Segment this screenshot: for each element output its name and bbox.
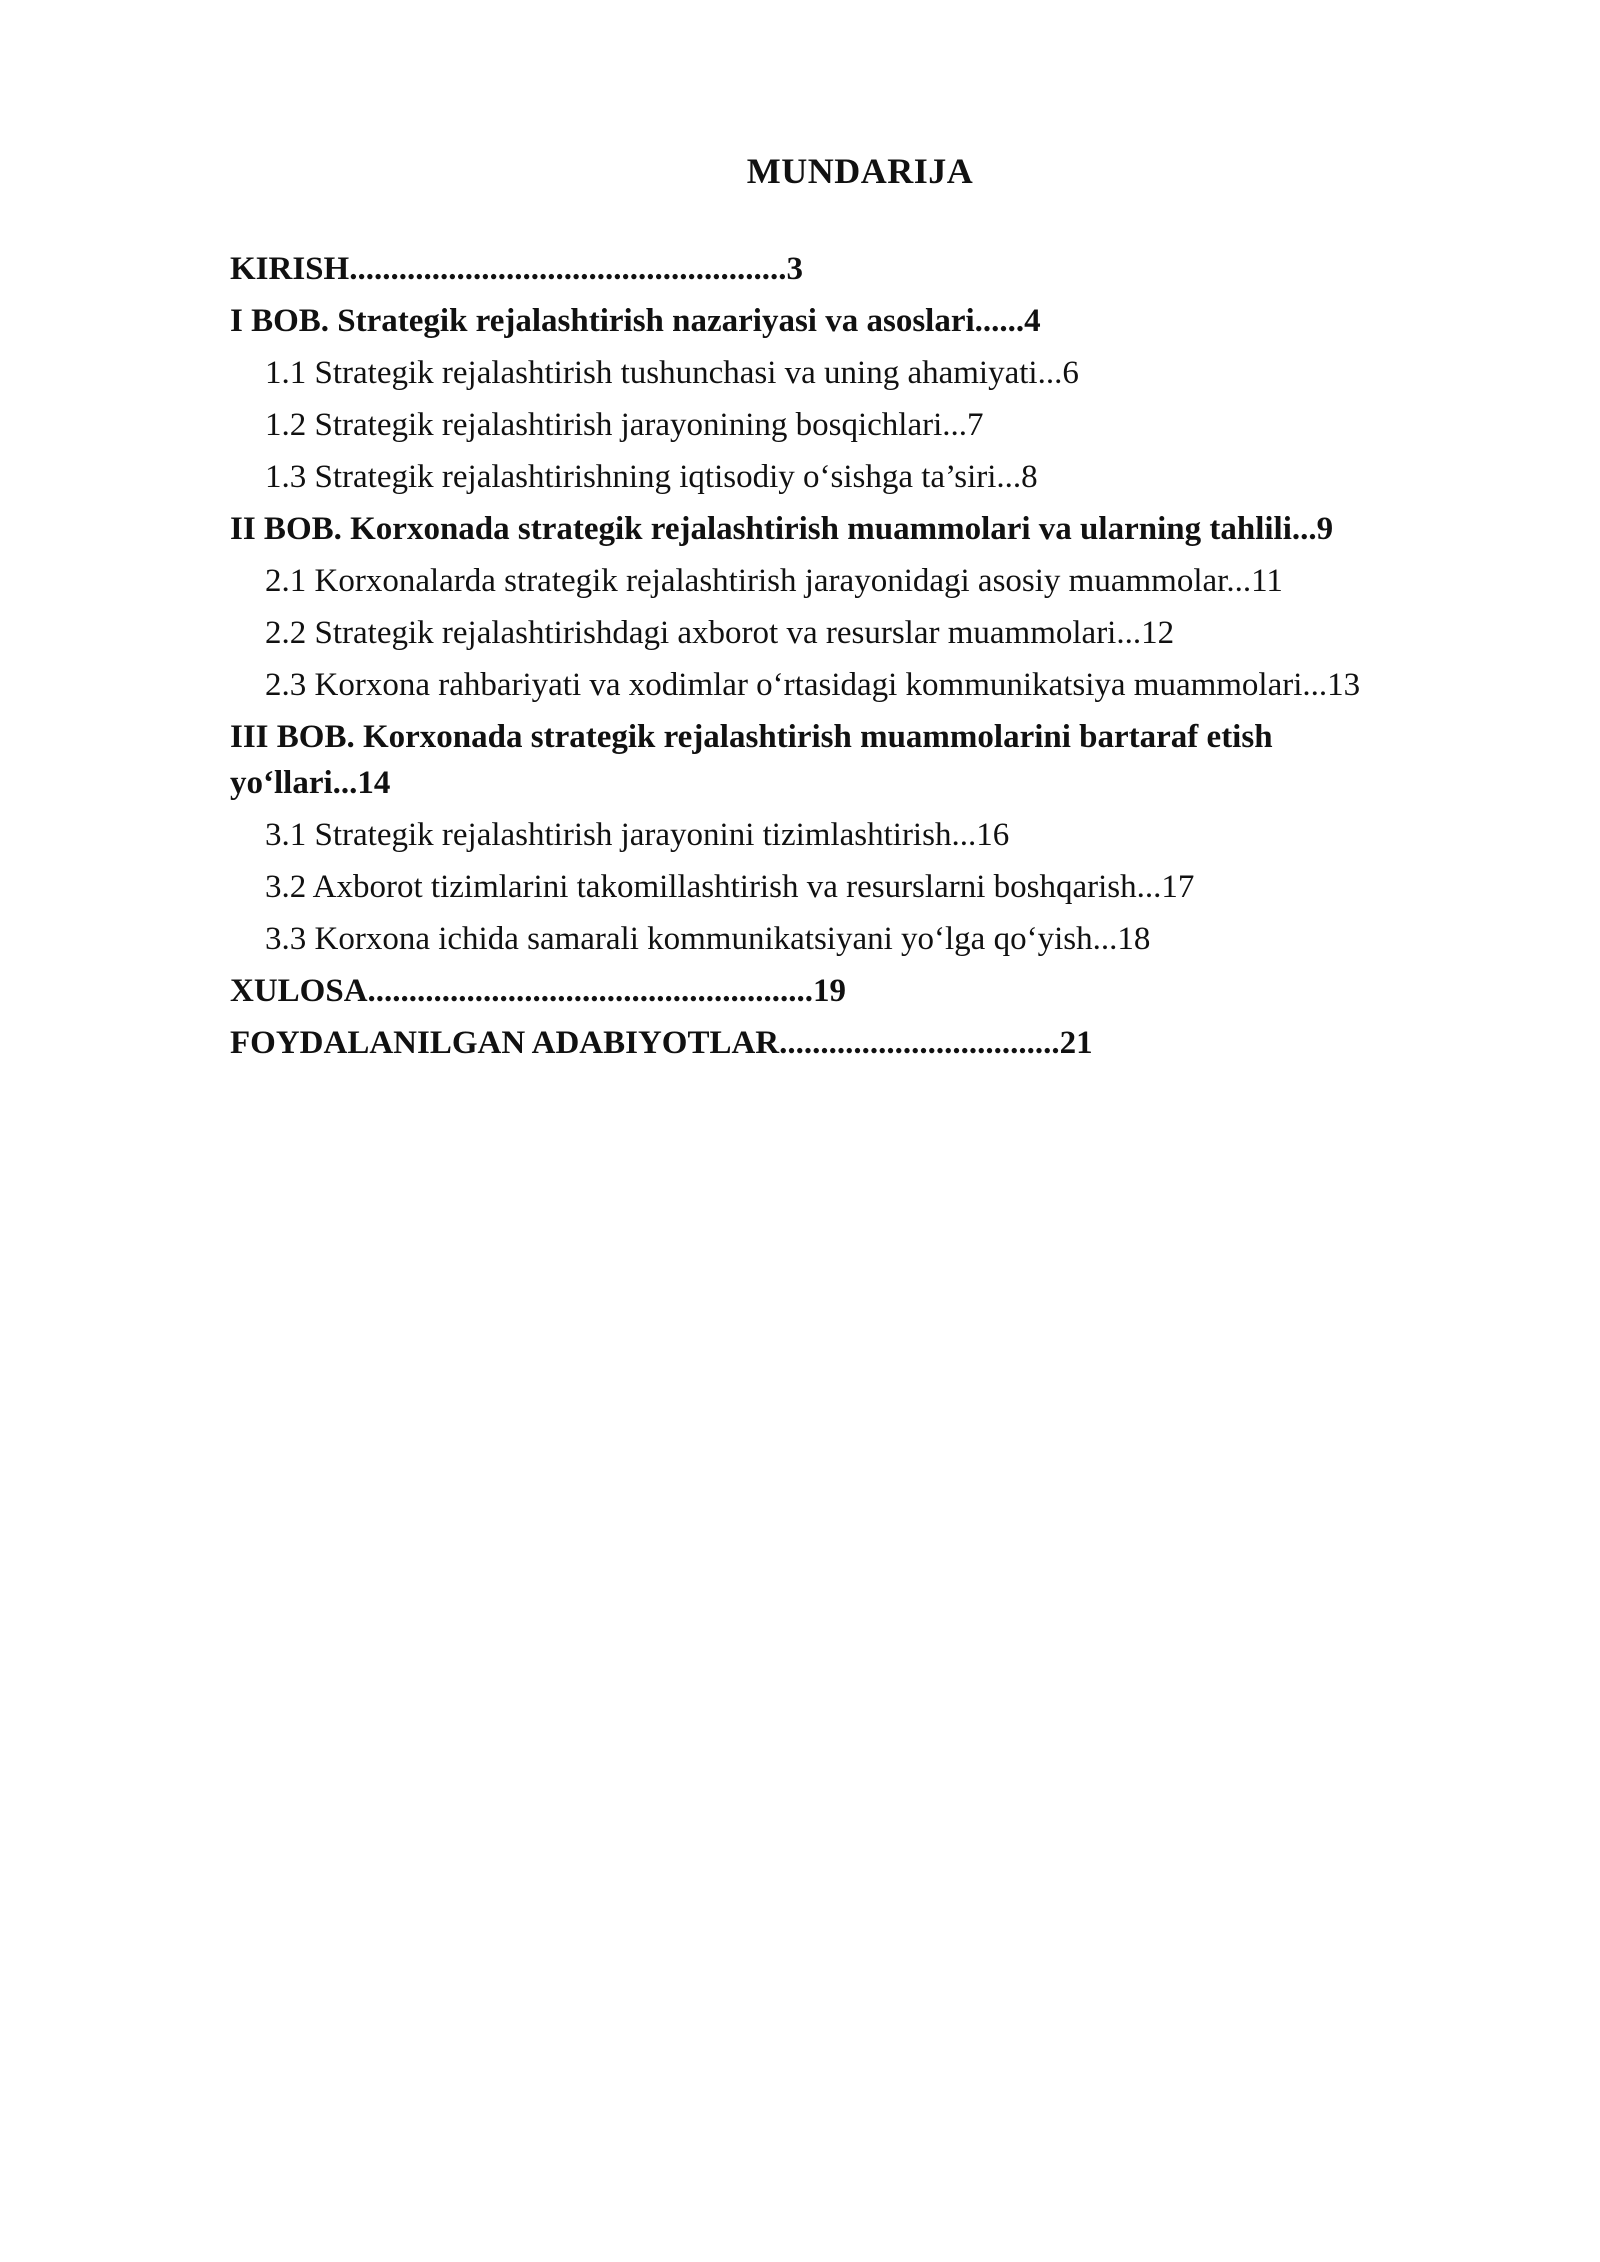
toc-entry-2-2[interactable]: 2.2 Strategik rejalashtirishdagi axborot va resurslar muammolari...12 — [265, 615, 1175, 651]
toc-entry-3-3[interactable]: 3.3 Korxona ichida samarali kommunikatsiyani yo‘lga qo‘yish...18 — [265, 921, 1151, 957]
toc-entry-kirish[interactable]: KIRISH.....................................................3 — [230, 251, 803, 287]
toc-entry-2-3[interactable]: 2.3 Korxona rahbariyati va xodimlar o‘rtasidagi kommunikatsiya muammolari...13 — [265, 667, 1361, 703]
page-title: MUNDARIJA — [746, 151, 974, 191]
toc-entry-chapter-2[interactable]: II BOB. Korxonada strategik rejalashtirish muammolari va ularning tahlili...9 — [230, 511, 1334, 547]
toc-entry-1-2[interactable]: 1.2 Strategik rejalashtirish jarayonining bosqichlari...7 — [265, 407, 984, 443]
toc-entry-xulosa[interactable]: XULOSA......................................................19 — [230, 973, 847, 1009]
toc-entry-3-2[interactable]: 3.2 Axborot tizimlarini takomillashtirish va resurslarni boshqarish...17 — [265, 869, 1195, 905]
toc-entry-adabiyotlar[interactable]: FOYDALANILGAN ADABIYOTLAR..................................21 — [230, 1025, 1093, 1061]
toc-entry-2-1[interactable]: 2.1 Korxonalarda strategik rejalashtirish jarayonidagi asosiy muammolar...11 — [265, 563, 1283, 599]
toc-entry-3-1[interactable]: 3.1 Strategik rejalashtirish jarayonini tizimlashtirish...16 — [265, 817, 1010, 853]
table-of-contents — [230, 243, 1430, 1069]
toc-entry-chapter-3[interactable]: III BOB. Korxonada strategik rejalashtirish muammolarini bartaraf etish yo‘llari...14 — [230, 719, 1273, 801]
toc-entry-1-1[interactable]: 1.1 Strategik rejalashtirish tushunchasi va uning ahamiyati...6 — [265, 355, 1079, 391]
toc-entry-chapter-1[interactable]: I BOB. Strategik rejalashtirish nazariyasi va asoslari......4 — [230, 303, 1041, 339]
toc-entry-1-3[interactable]: 1.3 Strategik rejalashtirishning iqtisodiy o‘sishga ta’siri...8 — [265, 459, 1038, 495]
